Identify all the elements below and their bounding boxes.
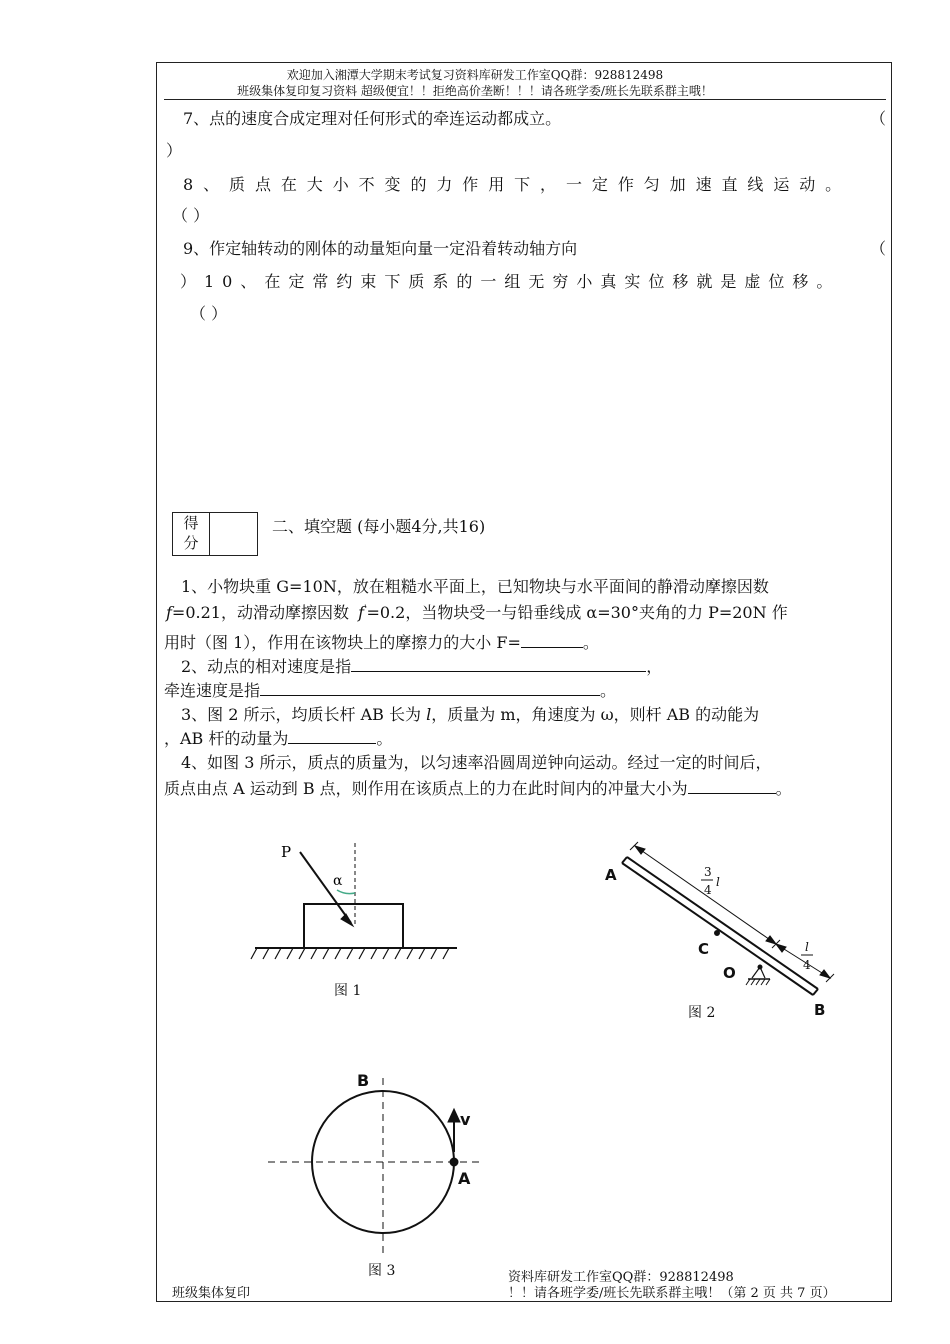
- fill-q1-text-b: ，动滑动摩擦因数: [220, 603, 349, 622]
- fraction-2-denominator: 4: [803, 958, 811, 972]
- score-label: [173, 513, 210, 555]
- header-line-1: 欢迎加入湘潭大学期末考试复习资料库研发工作室QQ群：928812498: [286, 68, 664, 82]
- fill-q1-text-d: 用时（图 1），作用在该物块上的摩擦力的大小 F=: [164, 633, 521, 652]
- kinetic-friction-prime: ': [363, 604, 367, 615]
- question-8: 8、质点在大小不变的力作用下，一定作匀加速直线运动。: [183, 175, 852, 194]
- fill-q1-text-c: ，当物块受一与铅垂线成 α=30°夹角的力 P=20N 作: [405, 603, 788, 622]
- rod-end-b-label: B: [814, 1001, 826, 1019]
- figure-1-caption: 图 1: [334, 983, 362, 999]
- velocity-v-label: v: [460, 1110, 471, 1129]
- footer-right-line-1: 资料库研发工作室QQ群：928812498: [508, 1270, 734, 1285]
- kinetic-friction-symbol: f: [358, 603, 364, 622]
- rod-length-symbol: l: [426, 705, 432, 724]
- fill-q2-comma: ，: [646, 657, 663, 676]
- footer-right-line-2: ！！请各班学委/班长先联系群主哦！（第 2 页 共 7 页）: [508, 1286, 836, 1301]
- fill-q4-line1: 4、如图 3 所示，质点的质量为，以匀速率沿圆周逆钟向运动。经过一定的时间后，: [181, 753, 772, 772]
- question-7-paren-open: （: [870, 109, 887, 128]
- header-line-2: 班级集体复印复习资料 超级便宜！！拒绝高价垄断！！！请各班学委/班长先联系群主哦！: [237, 84, 713, 98]
- fill-q4-line2: [164, 776, 792, 799]
- fill-q1-line1: 1、小物块重 G=10N，放在粗糙水平面上，已知物块与水平面间的静滑动摩擦因数: [181, 577, 769, 596]
- answer-blank-2b[interactable]: [260, 695, 600, 696]
- score-box: [172, 512, 258, 556]
- fill-q2-line1: [181, 654, 662, 677]
- score-label-bottom: 分: [183, 534, 199, 552]
- fraction-1-numerator: 3: [704, 865, 712, 879]
- figure-2-caption: 图 2: [688, 1005, 716, 1021]
- question-8-paren: （ ）: [172, 206, 210, 225]
- fraction-1-variable: l: [716, 875, 720, 889]
- footer-left: 班级集体复印: [172, 1286, 251, 1301]
- pivot-o-label: O: [723, 964, 736, 982]
- question-10-paren: （ ）: [190, 304, 228, 323]
- fill-q3-text-c: ，AB 杆的动量为: [164, 729, 289, 748]
- point-a-label: A: [458, 1169, 471, 1188]
- figure-1: [245, 835, 465, 970]
- fill-q4-text-b: 质点由点 A 运动到 B 点，则作用在该质点上的力在此时间内的冲量大小为: [164, 779, 688, 798]
- fill-q1-line3: [164, 630, 599, 653]
- kinetic-friction-value: =0.2: [366, 603, 406, 622]
- section-2-title: 二、填空题 (每小题4分,共16): [272, 517, 486, 536]
- figure-3: [262, 1060, 492, 1260]
- angle-alpha-label: α: [333, 873, 343, 889]
- question-7-paren-close: ）: [166, 141, 183, 160]
- point-b-label: B: [357, 1071, 370, 1090]
- fill-q1-line2: [166, 600, 788, 623]
- answer-blank-1[interactable]: [521, 647, 583, 648]
- figure-3-caption: 图 3: [368, 1263, 396, 1279]
- static-friction-value: =0.21: [171, 603, 221, 622]
- fraction-2-numerator: l: [805, 940, 809, 954]
- static-friction-symbol: f: [166, 603, 172, 622]
- fill-q3-line2: [164, 726, 392, 749]
- header-divider: [164, 99, 886, 100]
- force-p-label: P: [281, 843, 292, 861]
- rod-end-a-label: A: [605, 866, 617, 884]
- question-9: 9、作定轴转动的刚体的动量矩向量一定沿着转动轴方向: [183, 239, 578, 258]
- fill-q4-end: 。: [775, 779, 792, 798]
- fill-q2-text-b: 牵连速度是指: [164, 681, 261, 700]
- fill-q2-line2: [164, 678, 616, 701]
- score-label-top: 得: [183, 514, 199, 532]
- figure-2: [600, 830, 840, 1020]
- fill-q3-line1: [181, 702, 759, 725]
- fill-q3-text-a: 3、图 2 所示，均质长杆 AB 长为: [181, 705, 422, 724]
- fill-q2-end: 。: [600, 681, 617, 700]
- fill-q3-text-b: ，质量为 m，角速度为 ω，则杆 AB 的动能为: [431, 705, 760, 724]
- fill-q3-end: 。: [376, 729, 393, 748]
- question-9-paren-open: （: [870, 239, 887, 258]
- fill-q2-text-a: 2、动点的相对速度是指: [181, 657, 352, 676]
- question-7: 7、点的速度合成定理对任何形式的牵连运动都成立。: [183, 109, 562, 128]
- center-c-label: C: [698, 940, 710, 958]
- answer-blank-2a[interactable]: [351, 671, 646, 672]
- answer-blank-3[interactable]: [288, 743, 376, 744]
- question-10: ）10、在定常约束下质系的一组无穷小真实位移就是虚位移。: [180, 272, 841, 291]
- answer-blank-4[interactable]: [688, 793, 776, 794]
- fraction-1-denominator: 4: [704, 883, 712, 897]
- fill-q1-end: 。: [582, 633, 599, 652]
